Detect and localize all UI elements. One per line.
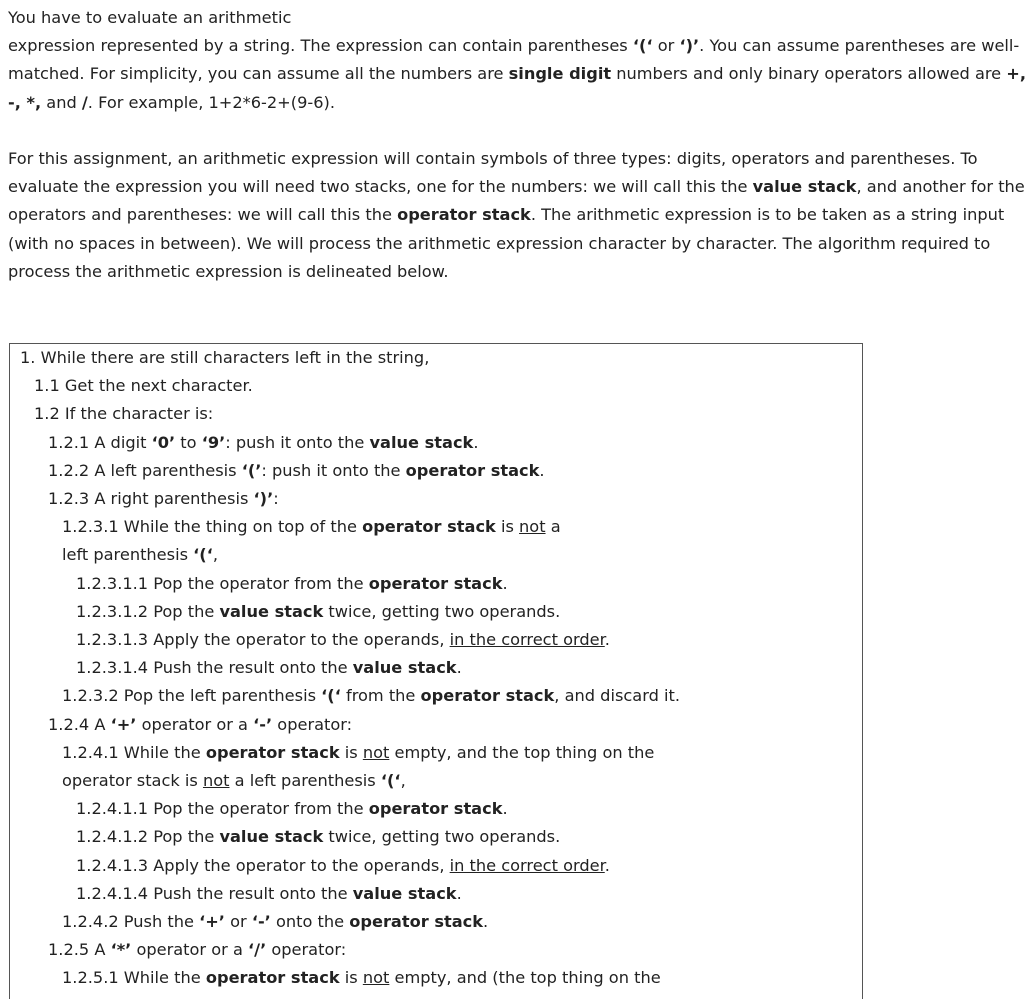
bold-text: ‘-’: [253, 714, 273, 734]
text-segment: .: [604, 855, 610, 875]
text-segment: For this assignment, an arithmetic expression will contain symbols of three types: digits, operators and parentheses. To: [8, 149, 978, 168]
text-segment: 1.2.4.1 While the: [62, 742, 206, 762]
algorithm-step: [48, 485, 279, 513]
text-segment: .: [456, 883, 462, 903]
text-segment: operator:: [266, 940, 347, 960]
text-segment: operator or a: [131, 940, 249, 960]
text-segment: from the: [340, 686, 421, 706]
text-segment: operator or a: [136, 714, 254, 734]
text-segment: and: [41, 92, 82, 112]
bold-text: value stack: [369, 432, 474, 452]
algorithm-step: [34, 400, 213, 428]
algorithm-step: [62, 513, 561, 541]
text-segment: 1.2 If the character is:: [34, 404, 214, 424]
text-segment: 1.2.4 A: [48, 714, 111, 734]
text-segment: :: [273, 489, 279, 508]
text-segment: 1.2.5 A: [48, 940, 111, 960]
bold-text: operator stack: [205, 742, 340, 762]
algorithm-step: [76, 880, 462, 908]
underlined-text: not: [519, 517, 546, 537]
text-segment: : push it onto the: [261, 460, 406, 480]
text-segment: 1.2.4.1.1 Pop the operator from the: [76, 799, 369, 819]
text-segment: left parenthesis: [62, 545, 194, 565]
text-segment: to: [175, 432, 202, 452]
text-segment: 1.2.5.1 While the: [62, 968, 206, 988]
bold-text: value stack: [219, 601, 324, 621]
text-segment: operator stack is: [62, 771, 203, 790]
algorithm-step: [76, 795, 508, 823]
intro-line: [8, 32, 1019, 60]
text-segment: a left parenthesis: [229, 771, 381, 790]
text-segment: expression represented by a string. The expression can contain parentheses: [8, 36, 633, 56]
bold-text: value stack: [352, 658, 457, 678]
text-segment: (with no spaces in between). We will process the arithmetic expression character by character. The algorithm required to: [8, 233, 991, 253]
text-segment: empty, and the top thing on the: [389, 742, 655, 762]
bold-text: operator stack: [368, 573, 503, 593]
bold-text: ‘(‘: [193, 545, 213, 565]
text-segment: , and another for the: [856, 177, 1025, 197]
assignment-line: [8, 173, 1025, 201]
text-segment: operator:: [272, 714, 353, 734]
text-segment: empty, and (the top thing on the: [389, 968, 661, 988]
text-segment: 1.2.2 A left parenthesis: [48, 460, 242, 480]
underlined-text: in the correct order: [449, 855, 605, 875]
bold-text: ‘0’: [151, 432, 176, 452]
text-segment: is: [339, 968, 363, 988]
bold-text: operator stack: [420, 686, 555, 706]
text-segment: is: [339, 742, 363, 762]
algorithm-step: [76, 654, 462, 682]
algorithm-step: [48, 711, 352, 739]
algorithm-step: [48, 936, 346, 964]
bold-text: value stack: [752, 177, 857, 197]
text-segment: 1.2.3.1.4 Push the result onto the: [76, 658, 353, 678]
text-segment: : push it onto the: [225, 432, 370, 452]
algorithm-step: [62, 682, 680, 710]
bold-text: ‘(‘: [321, 686, 341, 706]
text-segment: . The arithmetic expression is to be taken as a string input: [530, 205, 1005, 225]
text-segment: . For example, 1+2*6-2+(9-6).: [87, 92, 335, 112]
bold-text: ‘+’: [110, 714, 137, 734]
text-segment: .: [502, 799, 508, 819]
text-segment: evaluate the expression you will need two stacks, one for the numbers: we will call this the: [8, 177, 753, 197]
bold-text: ‘(’: [241, 460, 262, 480]
algorithm-step: [76, 823, 560, 851]
bold-text: operator stack: [368, 799, 503, 819]
algorithm-step: [62, 964, 661, 992]
intro-line: [8, 60, 1026, 88]
text-segment: twice, getting two operands.: [323, 827, 561, 847]
bold-text: ‘9’: [201, 432, 226, 452]
assignment-line: [8, 201, 1004, 229]
text-segment: a: [545, 517, 561, 537]
bold-text: ‘(‘: [380, 771, 401, 790]
text-segment: .: [502, 573, 508, 593]
bold-text: operator stack: [205, 968, 340, 988]
text-segment: 1. While there are still characters left in the string,: [20, 348, 430, 367]
text-segment: .: [473, 432, 479, 452]
bold-text: value stack: [219, 827, 324, 847]
text-segment: ,: [212, 545, 219, 565]
bold-text: operator stack: [362, 517, 496, 537]
text-segment: process the arithmetic expression is delineated below.: [8, 261, 449, 281]
algorithm-box: [9, 343, 863, 999]
assignment-line: [8, 258, 449, 286]
text-segment: onto the: [270, 912, 350, 931]
text-segment: 1.2.3.1.2 Pop the: [76, 601, 220, 621]
bold-text: /: [81, 92, 88, 112]
algorithm-step: [76, 598, 560, 626]
text-segment: 1.2.4.2 Push the: [62, 912, 200, 931]
text-segment: 1.2.4.1.3 Apply the operator to the operands,: [76, 855, 450, 875]
algorithm-step: [34, 372, 253, 400]
bold-text: ‘(‘: [632, 36, 653, 56]
underlined-text: not: [202, 771, 230, 790]
text-segment: is: [495, 517, 520, 537]
assignment-line: [8, 230, 990, 258]
algorithm-step: [62, 767, 406, 795]
text-segment: 1.2.3.1.1 Pop the operator from the: [76, 573, 369, 593]
algorithm-step: [48, 429, 478, 457]
algorithm-step: [76, 626, 610, 654]
algorithm-step: [62, 739, 654, 767]
algorithm-step: [62, 908, 488, 936]
text-segment: . You can assume parentheses are well-: [699, 36, 1020, 56]
text-segment: .: [456, 658, 462, 678]
bold-text: ‘*’: [110, 940, 132, 960]
text-segment: 1.2.4.1.2 Pop the: [76, 827, 220, 847]
bold-text: operator stack: [349, 912, 483, 931]
text-segment: numbers and only binary operators allowed are: [611, 64, 1007, 84]
text-segment: 1.2.3.1.3 Apply the operator to the operands,: [76, 630, 450, 649]
text-segment: or: [224, 912, 252, 931]
bold-text: single digit: [508, 64, 612, 84]
bold-text: ‘)’: [679, 36, 700, 56]
algorithm-step: [20, 344, 429, 372]
text-segment: You have to evaluate an arithmetic: [8, 8, 292, 27]
text-segment: or: [652, 36, 680, 56]
text-segment: .: [483, 912, 489, 931]
bold-text: ‘-’: [251, 912, 271, 931]
text-segment: 1.2.1 A digit: [48, 432, 152, 452]
bold-text: ‘)’: [253, 489, 274, 508]
bold-text: +,: [1006, 64, 1026, 84]
algorithm-step: [76, 570, 508, 598]
algorithm-step: [62, 541, 218, 569]
bold-text: operator stack: [397, 205, 531, 225]
text-segment: .: [539, 460, 545, 480]
text-segment: , and discard it.: [554, 686, 680, 706]
bold-text: ‘/’: [248, 940, 267, 960]
algorithm-step: [48, 457, 545, 485]
text-segment: matched. For simplicity, you can assume all the numbers are: [8, 64, 509, 84]
intro-line: [8, 4, 291, 32]
bold-text: ‘+’: [199, 912, 225, 931]
underlined-text: not: [362, 968, 390, 988]
text-segment: 1.2.3 A right parenthesis: [48, 489, 254, 508]
text-segment: .: [604, 630, 610, 649]
text-segment: 1.2.3.2 Pop the left parenthesis: [62, 686, 322, 706]
text-segment: twice, getting two operands.: [323, 601, 561, 621]
text-segment: 1.2.3.1 While the thing on top of the: [62, 517, 363, 537]
bold-text: value stack: [352, 883, 457, 903]
underlined-text: in the correct order: [449, 630, 605, 649]
algorithm-step: [76, 852, 610, 880]
intro-line: [8, 89, 335, 117]
assignment-line: [8, 145, 978, 173]
text-segment: 1.2.4.1.4 Push the result onto the: [76, 883, 353, 903]
text-segment: 1.1 Get the next character.: [34, 376, 253, 396]
underlined-text: not: [362, 742, 390, 762]
bold-text: operator stack: [405, 460, 540, 480]
text-segment: operators and parentheses: we will call this the: [8, 205, 398, 225]
text-segment: ,: [400, 771, 406, 790]
bold-text: -, *,: [8, 92, 42, 112]
